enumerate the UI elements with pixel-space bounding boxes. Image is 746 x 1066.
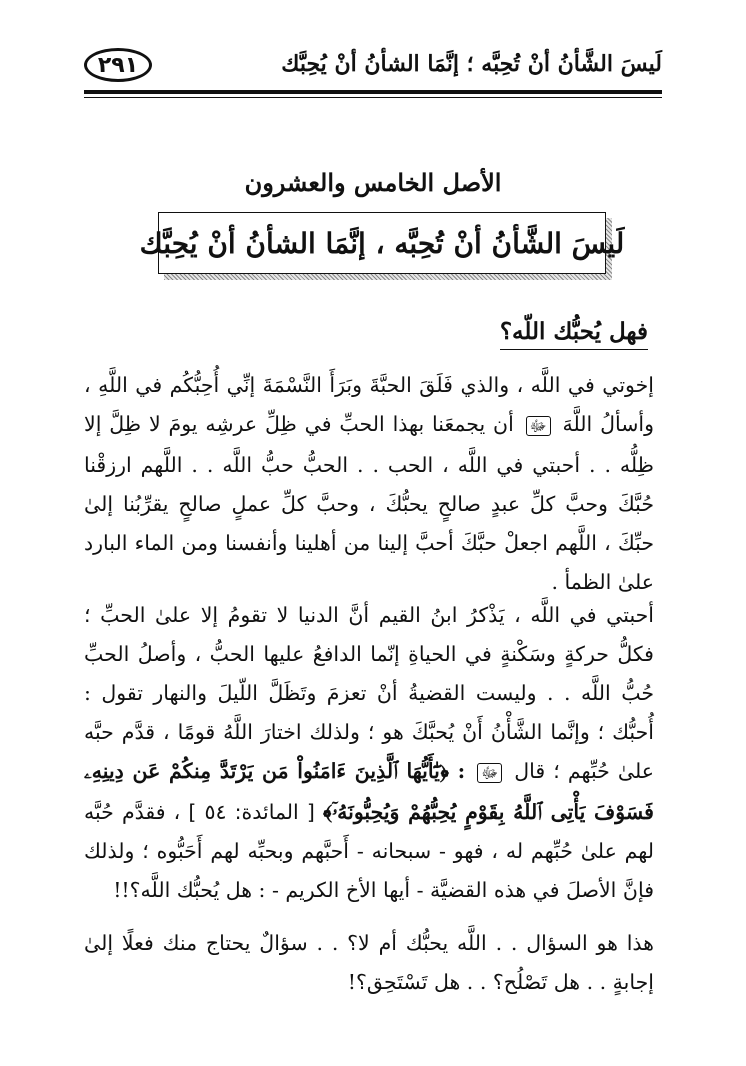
salla-symbol: ﷻ <box>477 763 502 783</box>
paragraph-1-part-b: أن يجمعَنا بهذا الحبِّ في ظِلِّ عرشِه يومَ لا ظِلَّ إلا ظِلُّه . . أحبتي في اللَّه ، الحب . . الحبُّ حبُّ اللَّه . . اللَّهم ارزقْنا حُبَّكَ وحبَّ كلِّ عبدٍ صالحٍ يحبُّكَ ، وحبَّ كلِّ عملٍ صالحٍ يقرِّبُنا إلىٰ حبِّكَ ، اللَّهم اجعلْ حبَّكَ أحبَّ إلينا من أهلينا وأنفسنا ومن الماء البارد علىٰ الظمأ . <box>84 412 654 594</box>
chapter-heading: الأصل الخامس والعشرون <box>244 168 502 197</box>
section-subheading: فهل يُحبُّك اللّه؟ <box>500 318 648 350</box>
chapter-title-box <box>139 212 625 274</box>
running-title: لَيسَ الشَّأنُ أنْ تُحِبَّه ؛ إنَّمَا الشأنُ أنْ يُحِبَّك <box>281 51 662 77</box>
chapter-title: لَيسَ الشَّأنُ أنْ تُحِبَّه ، إنَّمَا الشأنُ أنْ يُحِبَّك <box>139 226 625 260</box>
verse-reference: [ المائدة: ٥٤ ] <box>188 800 315 824</box>
running-header <box>88 40 662 88</box>
salla-symbol: ﷻ <box>526 416 551 436</box>
paragraph-1-part-a: إخوتي في اللَّه ، والذي فَلَقَ الحبَّةَ وبَرَأَ النَّسْمَةَ إنِّي أُحِبُّكُم في اللَّهِ ، وأسألُ اللَّهَ <box>84 373 654 436</box>
quran-verse: : ﴿يَٰٓأَيُّهَا ٱلَّذِينَ ءَامَنُواْ مَن يَرْتَدَّ مِنكُمْ عَن دِينِهِۦ فَسَوْفَ يَأْتِى ٱللَّهُ بِقَوْمٍ يُحِبُّهُمْ وَيُحِبُّونَهُۥٓ﴾ <box>84 759 654 824</box>
paragraph-1 <box>84 366 654 602</box>
header-rule-thick <box>84 90 662 94</box>
page-number: ٢٩١ <box>84 48 152 82</box>
header-rule-thin <box>84 97 662 98</box>
paragraph-2-part-a: أحبتي في اللَّه ، يَذْكرُ ابنُ القيم أنَّ الدنيا لا تقومُ إلا علىٰ الحبِّ ؛ فكلُّ حركةٍ وسَكْنةٍ في الحياةِ إنّما الدافعُ عليها الحبُّ ، وأصلُ الحبِّ حُبُّ اللَّه . . وليست القضيةُ أنْ تعزمَ وتَظَلَّ اللّيلَ والنهار تقول : أُحبُّك ؛ وإنَّما الشَّأْنُ أَنْ يُحبَّكَ هو ؛ ولذلك اختارَ اللَّهُ قومًا ، قدَّم حبَّه علىٰ حُبِّهم ؛ قال <box>84 603 654 783</box>
paragraph-2-part-b: ، فقدَّم حُبَّه لهم علىٰ حُبِّهم له ، فهو - سبحانه - أَحبَّهم وبحبِّه لهم أَحَبُّوه ؛ ولذلك فإنَّ الأصلَ في هذه القضيَّة - أيها الأخ الكريم - : هل يُحبُّك اللَّه؟!! <box>84 800 654 902</box>
paragraph-2 <box>84 596 654 910</box>
paragraph-3: هذا هو السؤال . . اللَّه يحبُّك أم لا؟ . . سؤالٌ يحتاج منك فعلًا إلىٰ إجابةٍ . . هل تَصْلُح؟ . . هل تَسْتَحِق؟! <box>84 931 654 994</box>
